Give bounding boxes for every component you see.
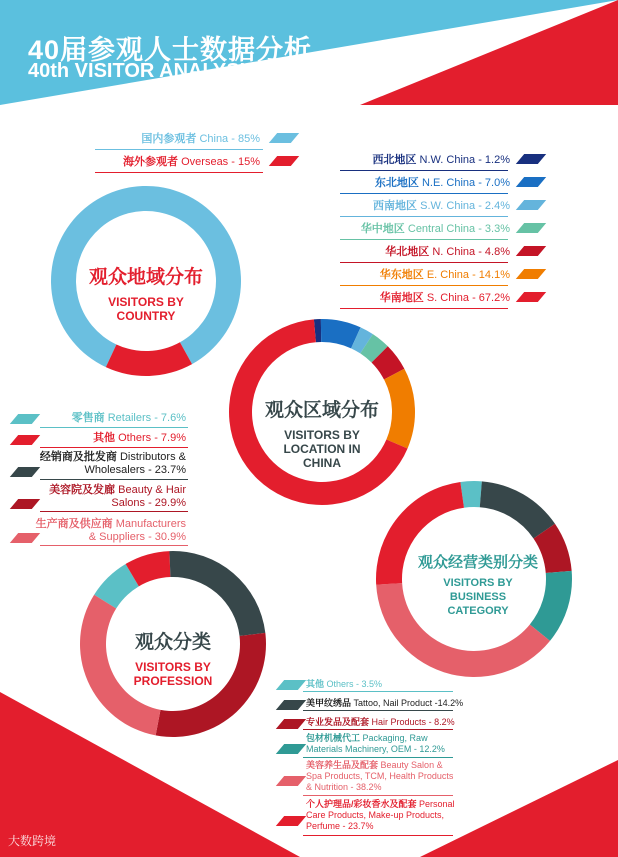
marker-location-central — [520, 223, 542, 233]
legend-country-overseas: 海外参观者 Overseas - 15% — [123, 156, 260, 168]
location-chart-title-en: VISITORS BY LOCATION IN CHINA — [283, 428, 361, 470]
marker-location-sw — [520, 200, 542, 210]
legend-business-beauty: 美容养生品及配套 Beauty Salon & Spa Products, TCM, Health Products & Nutrition - 38.2% — [306, 760, 454, 792]
marker-country-china — [273, 133, 295, 143]
location-chart-title-cn: 观众区域分布 — [264, 400, 379, 421]
legend-business-hair: 专业发品及配套 Hair Products - 8.2% — [306, 717, 455, 727]
marker-location-ne — [520, 177, 542, 187]
legend-profession-retailers: 零售商 Retailers - 7.6% — [71, 412, 186, 424]
legend-country-china: 国内参观者 China - 85% — [141, 133, 260, 145]
legend-profession-others: 其他 Others - 7.9% — [93, 432, 186, 444]
marker-profession-retailers — [14, 414, 36, 424]
legend-location-south: 华南地区 S. China - 67.2% — [379, 292, 510, 304]
profession-chart-title-en: VISITORS BY PROFESSION — [133, 660, 213, 688]
marker-business-others — [280, 680, 302, 690]
marker-location-nw — [520, 154, 542, 164]
marker-country-overseas — [273, 156, 295, 166]
legend-business-packaging: 包材机械代工 Packaging, Raw Materials Machinery, OEM - 12.2% — [306, 733, 445, 754]
legend-location-central: 华中地区 Central China - 3.3% — [360, 223, 510, 235]
legend-location-ne: 东北地区 N.E. China - 7.0% — [374, 177, 510, 189]
business-chart-title-cn: 观众经营类别分类 — [417, 554, 538, 571]
page-subtitle: 40th VISITOR ANALYSIS — [28, 60, 259, 82]
business-chart-title-en: VISITORS BY BUSINESS CATEGORY — [443, 577, 513, 617]
legend-location-nw: 西北地区 N.W. China - 1.2% — [372, 154, 510, 166]
legend-profession-manufacturers: 生产商及供应商 Manufacturers & Suppliers - 30.9% — [35, 518, 186, 543]
profession-chart-title-cn: 观众分类 — [134, 632, 211, 653]
location-center-label — [247, 395, 397, 470]
legend-location-sw: 西南地区 S.W. China - 2.4% — [373, 200, 510, 212]
country-chart-title-en: VISITORS BY COUNTRY — [108, 295, 184, 323]
business-center-label — [408, 551, 548, 618]
marker-profession-others — [14, 435, 36, 445]
marker-location-north — [520, 246, 542, 256]
marker-location-south — [520, 292, 542, 302]
marker-business-personal — [280, 816, 302, 826]
marker-business-tattoo — [280, 700, 302, 710]
page-title: 40届参观人士数据分析 — [28, 35, 313, 65]
country-chart-title-cn: 观众地域分布 — [88, 267, 203, 288]
marker-business-packaging — [280, 744, 302, 754]
legend-location-north: 华北地区 N. China - 4.8% — [385, 246, 510, 258]
legend-business-tattoo: 美甲纹绣品 Tattoo, Nail Product -14.2% — [306, 698, 464, 708]
marker-business-beauty — [280, 776, 302, 786]
profession-center-label — [103, 627, 243, 688]
marker-location-east — [520, 269, 542, 279]
legend-business-personal: 个人护理品/彩妆香水及配套 Personal Care Products, Make-up Products, Perfume - 23.7% — [306, 799, 455, 831]
legend-business-others: 其他 Others - 3.5% — [306, 679, 383, 689]
donut-3-slice-0 — [460, 481, 481, 508]
legend-profession-distributors: 经销商及批发商 Distributors & Wholesalers - 23.7% — [39, 451, 186, 476]
legend-location-east: 华东地区 E. China - 14.1% — [379, 269, 510, 281]
country-center-label — [66, 262, 226, 323]
watermark-logo: 大数跨境 — [8, 834, 57, 848]
marker-business-hair — [280, 719, 302, 729]
legend-profession-salons: 美容院及发廊 Beauty & Hair Salons - 29.9% — [49, 484, 186, 509]
